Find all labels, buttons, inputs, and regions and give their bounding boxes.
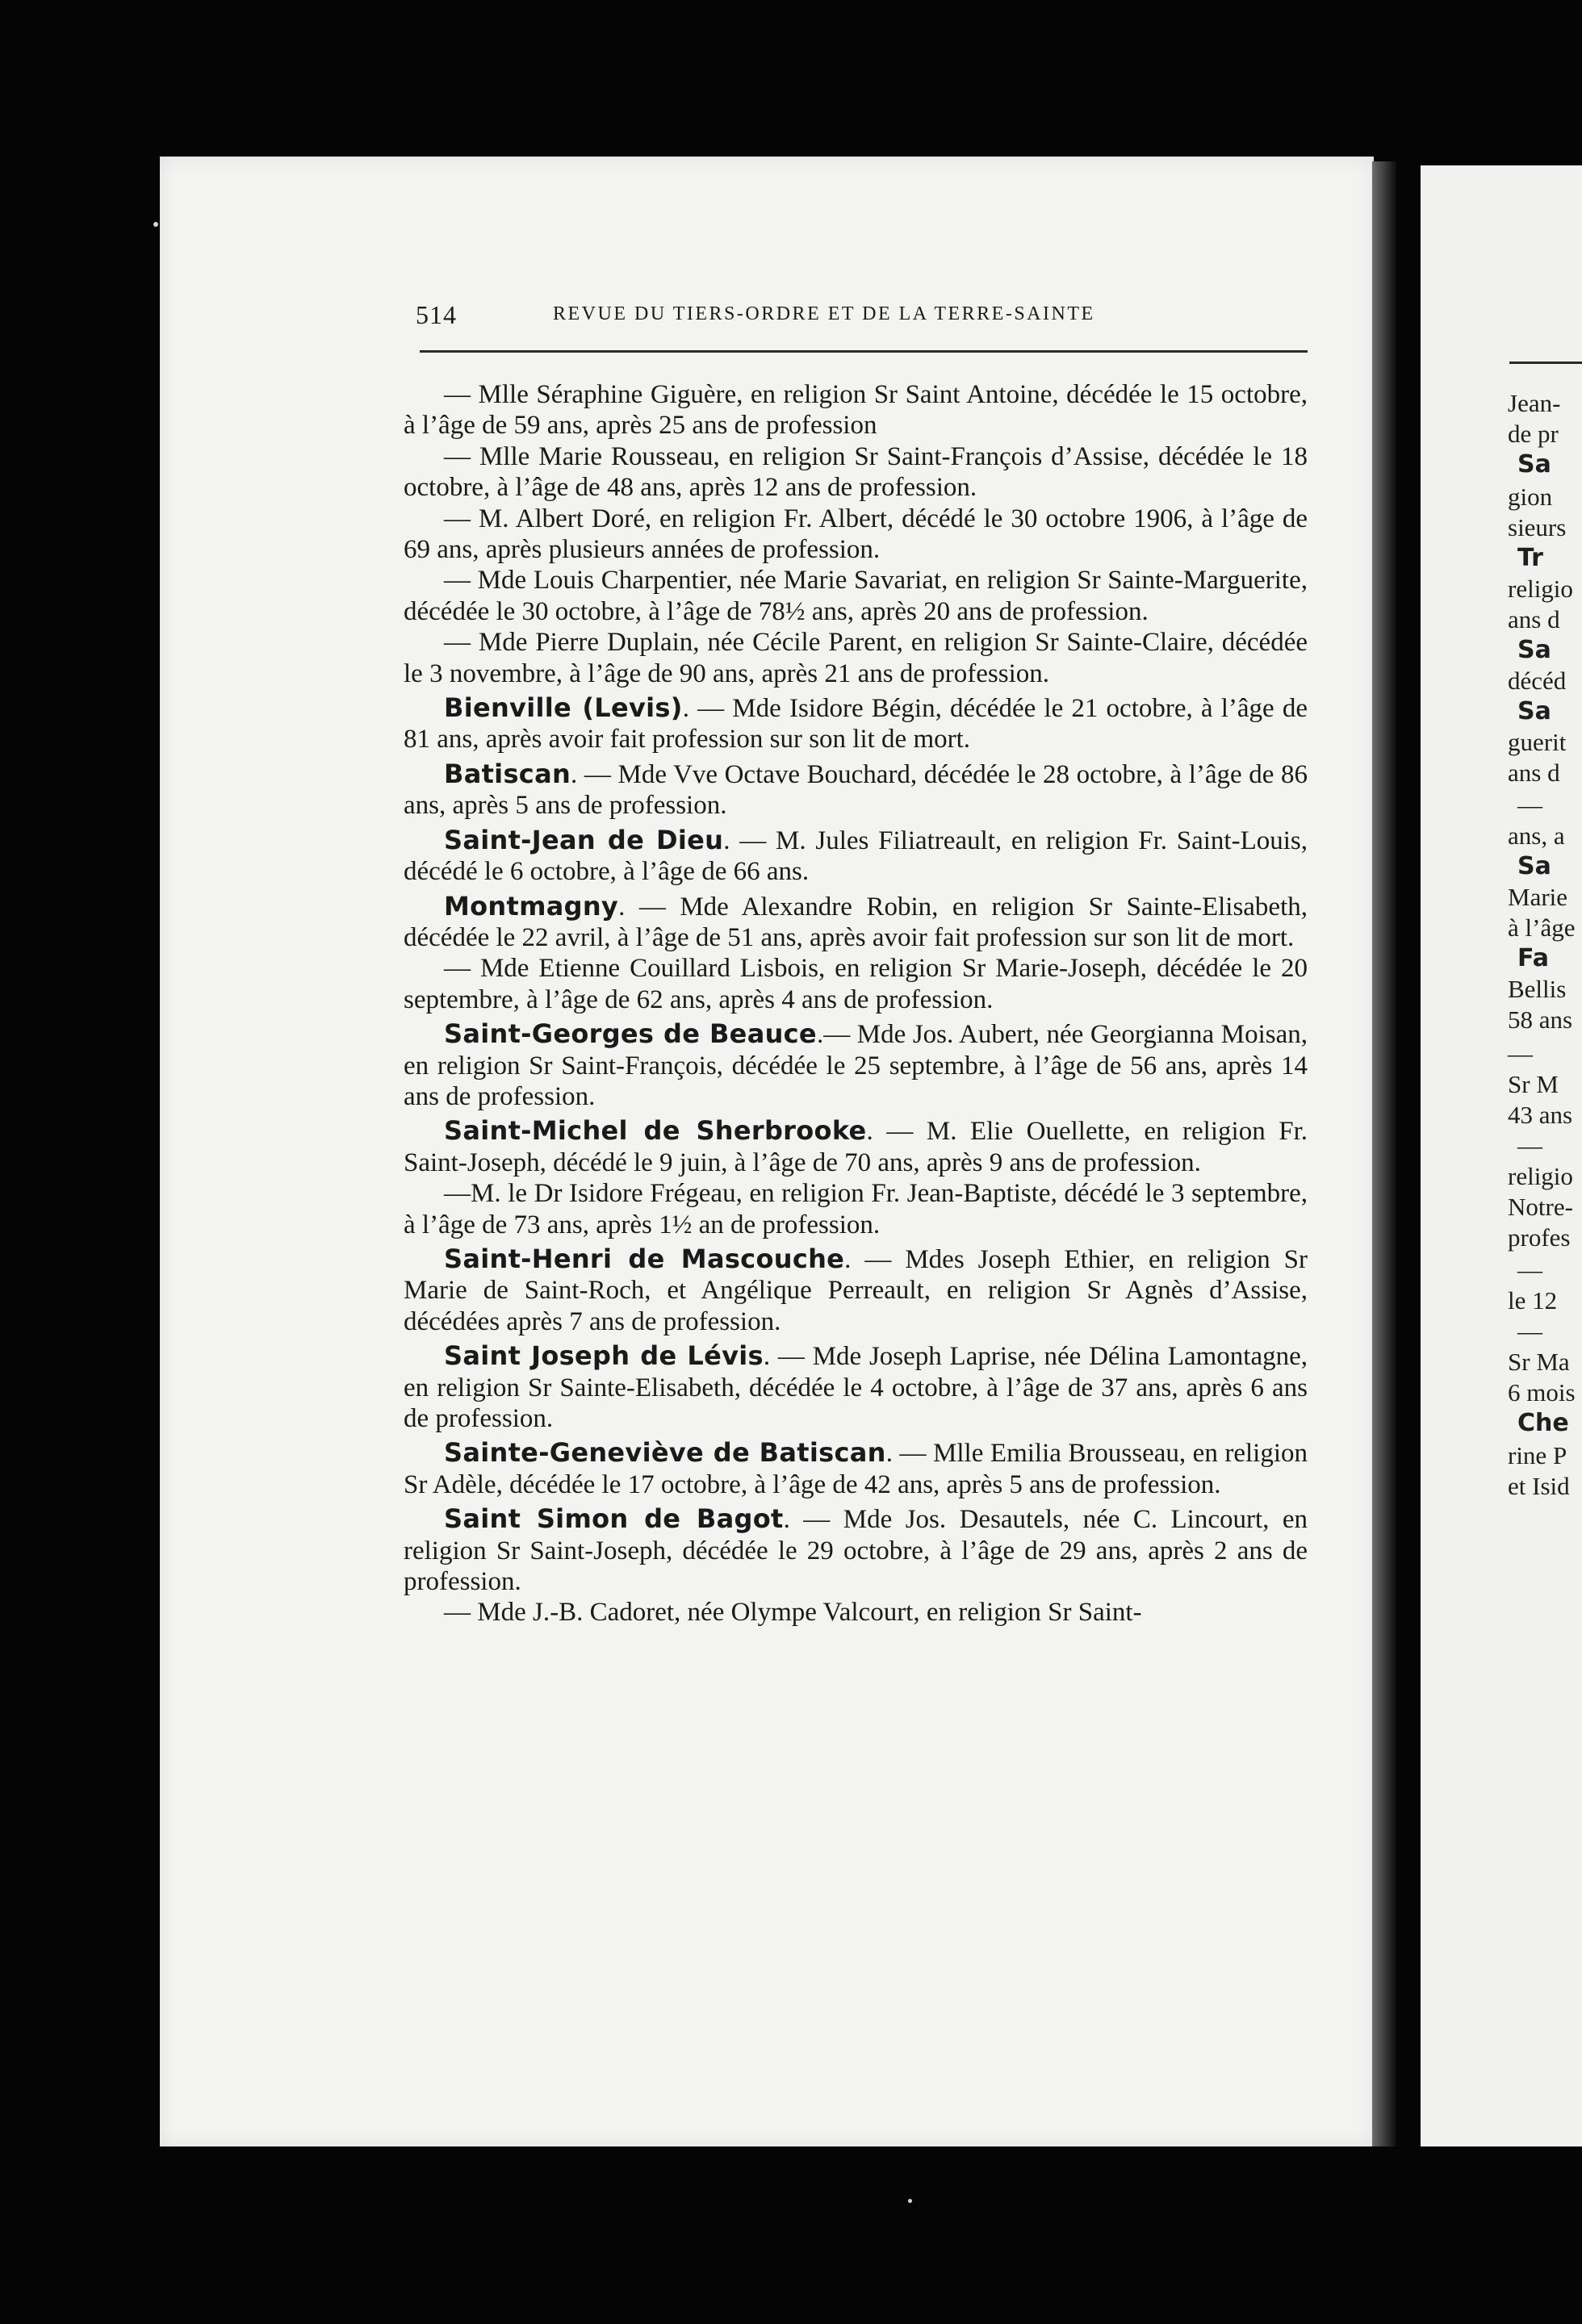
right-page-line: Che: [1517, 1409, 1569, 1437]
right-page-line: profes: [1508, 1223, 1571, 1252]
right-page-line: Tr: [1517, 544, 1543, 572]
right-page-line: —: [1517, 1131, 1542, 1160]
right-page-line: Jean-: [1508, 389, 1561, 417]
entry-text: Mlle Emilia Brousseau, en religion Sr Adèle, décédée le 17 octobre, à l’âge de 42 ans, après 5 ans de profession.: [404, 1439, 1308, 1499]
entry-text: — Mde Etienne Couillard Lisbois, en religion Sr Marie-Joseph, décédée le 20 septembre, à l’âge de 62 ans, après 4 ans de profession.: [404, 954, 1308, 1014]
obituary-paragraph: [404, 1178, 1308, 1240]
obituary-entry: [404, 825, 1308, 888]
obituary-entry: [404, 759, 1308, 821]
right-page-line: —: [1517, 791, 1542, 819]
right-page-line: Sa: [1517, 450, 1551, 479]
place-name: Saint Simon de Bagot: [444, 1503, 784, 1535]
scan-speck: [153, 222, 158, 227]
place-name: Saint-Jean de Dieu: [444, 824, 724, 855]
entry-separator: .—: [816, 1020, 857, 1050]
place-name: Saint-Henri de Mascouche: [444, 1243, 845, 1274]
place-name: Sainte-Geneviève de Batiscan: [444, 1437, 886, 1469]
right-page-line: ans, a: [1508, 821, 1565, 850]
entry-text: Mdes Joseph Ethier, en religion Sr Marie de Saint-Roch, et Angélique Perreault, en religion Sr Agnès d’Assise, décédées après 7 ans de profession.: [404, 1244, 1308, 1336]
right-page-line: le 12: [1508, 1286, 1558, 1315]
entry-text: — M. Albert Doré, en religion Fr. Albert, décédé le 30 octobre 1906, à l’âge de 69 ans, après plusieurs années de profession.: [404, 504, 1308, 565]
entry-text: Mde Isidore Bégin, décédée le 21 octobre, à l’âge de 81 ans, après avoir fait profession sur son lit de mort.: [404, 694, 1308, 754]
right-page-line: Notre-: [1508, 1193, 1573, 1221]
right-page-line: —: [1517, 1317, 1542, 1345]
right-page-line: Fa: [1517, 944, 1549, 972]
right-page-line: religio: [1508, 1162, 1573, 1190]
entry-text: Mde Jos. Desautels, née C. Lincourt, en religion Sr Saint-Joseph, décédée le 29 octobre, à l’âge de 29 ans, après 2 ans de profession.: [404, 1505, 1308, 1597]
right-page-line: et Isid: [1508, 1472, 1570, 1500]
obituary-paragraph: [404, 441, 1308, 504]
scan-speck: [908, 2199, 912, 2203]
obituary-text: [404, 379, 1308, 1628]
obituary-paragraph: [404, 379, 1308, 441]
entry-text: Mde Joseph Laprise, née Délina Lamontagne, en religion Sr Sainte-Elisabeth, décédée le 4 octobre, à l’âge de 37 ans, après 6 ans de profession.: [404, 1342, 1308, 1433]
right-page-line: Bellis: [1508, 975, 1567, 1003]
entry-separator: . —: [682, 694, 733, 724]
right-page-line: 58 ans: [1508, 1005, 1573, 1034]
entry-separator: . —: [866, 1117, 927, 1147]
right-page-line: Sa: [1517, 636, 1551, 664]
entry-text: —M. le Dr Isidore Frégeau, en religion Fr. Jean-Baptiste, décédé le 3 septembre, à l’âge de 73 ans, après 1½ an de profession.: [404, 1179, 1308, 1239]
entry-separator: . —: [844, 1244, 906, 1274]
entry-text: Mde Vve Octave Bouchard, décédée le 28 octobre, à l’âge de 86 ans, après 5 ans de profession.: [404, 759, 1308, 821]
journal-title: REVUE DU TIERS-ORDRE ET DE LA TERRE-SAINTE: [553, 303, 1095, 324]
right-page-line: de pr: [1508, 420, 1559, 448]
right-page-line: décéd: [1508, 667, 1567, 695]
right-page-line: Sa: [1517, 852, 1551, 880]
book-gutter: [1372, 161, 1396, 2146]
entry-separator: . —: [783, 1505, 843, 1535]
obituary-paragraph: [404, 504, 1308, 566]
obituary-entry: [404, 891, 1308, 954]
running-head: [416, 300, 1308, 332]
right-page-line: sieurs: [1508, 513, 1567, 541]
place-name: Montmagny: [444, 890, 619, 922]
right-page-line: ans d: [1508, 759, 1560, 787]
place-name: Bienville (Levis): [444, 692, 683, 724]
right-page-line: rine P: [1508, 1441, 1567, 1469]
right-page-line: —: [1517, 1256, 1542, 1284]
obituary-entry: [404, 1018, 1308, 1112]
entry-text: — Mde J.-B. Cadoret, née Olympe Valcourt, en religion Sr Saint-: [444, 1598, 1142, 1628]
right-page-line: Sr Ma: [1508, 1348, 1570, 1376]
right-page-line: guerit: [1508, 728, 1567, 756]
entry-text: Mde Alexandre Robin, en religion Sr Sainte-Elisabeth, décédée le 22 avril, à l’âge de 51 ans, après avoir fait profession sur son lit de mort.: [404, 892, 1308, 952]
obituary-entry: [404, 1115, 1308, 1178]
place-name: Saint-Michel de Sherbrooke: [444, 1115, 867, 1147]
obituary-paragraph: [404, 565, 1308, 627]
entry-separator: . —: [571, 759, 618, 789]
right-page-header-rule: [1509, 362, 1582, 364]
header-rule: [420, 350, 1308, 353]
entry-text: — Mde Pierre Duplain, née Cécile Parent, en religion Sr Sainte-Claire, décédée le 3 novembre, à l’âge de 90 ans, après 21 ans de profession.: [404, 628, 1308, 688]
entry-separator: . —: [763, 1342, 813, 1372]
place-name: Saint-Georges de Beauce: [444, 1018, 817, 1050]
obituary-entry: [404, 1503, 1308, 1597]
obituary-paragraph: [404, 627, 1308, 689]
entry-separator: . —: [723, 826, 776, 855]
entry-text: Mde Jos. Aubert, née Georgianna Moisan, en religion Sr Saint-François, décédée le 25 septembre, à l’âge de 56 ans, après 14 ans de profession.: [404, 1020, 1308, 1111]
entry-separator: . —: [618, 892, 680, 922]
right-page-line: religio: [1508, 575, 1573, 603]
right-page-line: Marie: [1508, 883, 1568, 911]
page-number: 514: [416, 300, 457, 329]
right-page-line: ans d: [1508, 605, 1560, 633]
right-page-line: 6 mois: [1508, 1378, 1576, 1407]
right-page-line: 43 ans: [1508, 1101, 1573, 1129]
place-name: Batiscan: [444, 758, 571, 789]
right-page-line: gion: [1508, 483, 1553, 511]
entry-separator: . —: [885, 1439, 934, 1469]
entry-text: M. Jules Filiatreault, en religion Fr. Saint-Louis, décédé le 6 octobre, à l’âge de 66 ans.: [404, 826, 1308, 887]
entry-text: — Mlle Marie Rousseau, en religion Sr Saint-François d’Assise, décédée le 18 octobre, à l’âge de 48 ans, après 12 ans de profession.: [404, 441, 1308, 503]
entry-text: — Mlle Séraphine Giguère, en religion Sr Saint Antoine, décédée le 15 octobre, à l’âge de 59 ans, après 25 ans de profession: [404, 380, 1308, 441]
entry-text: — Mde Louis Charpentier, née Marie Savariat, en religion Sr Sainte-Marguerite, décédée le 30 octobre, à l’âge de 78½ ans, après 20 ans de profession.: [404, 566, 1308, 626]
obituary-entry: [404, 692, 1308, 755]
place-name: Saint Joseph de Lévis: [444, 1340, 764, 1372]
entry-text: M. Elie Ouellette, en religion Fr. Saint-Joseph, décédé le 9 juin, à l’âge de 70 ans, après 9 ans de profession.: [404, 1117, 1308, 1177]
right-page-line: —: [1508, 1039, 1533, 1068]
obituary-paragraph: [404, 1597, 1308, 1628]
right-page-line: Sr M: [1508, 1070, 1559, 1098]
right-page-line: Sa: [1517, 697, 1551, 725]
obituary-entry: [404, 1244, 1308, 1337]
right-page: [1421, 165, 1582, 2146]
obituary-entry: [404, 1437, 1308, 1500]
obituary-paragraph: [404, 953, 1308, 1015]
obituary-entry: [404, 1340, 1308, 1434]
right-page-line: à l’âge: [1508, 913, 1576, 942]
